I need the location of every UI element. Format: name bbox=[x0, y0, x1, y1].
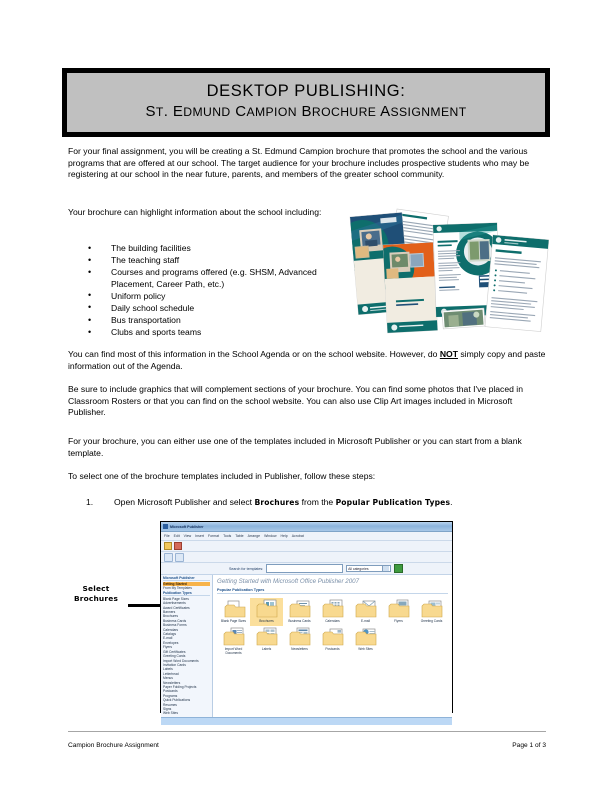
sidebar-item-getting-started[interactable]: Getting Started bbox=[163, 582, 210, 586]
tile-label: Greeting Cards bbox=[420, 619, 443, 623]
postcards-folder-icon bbox=[322, 628, 344, 647]
window-title: Microsoft Publisher bbox=[170, 524, 204, 529]
sidebar-item[interactable]: Brochures bbox=[163, 614, 179, 619]
flyers-folder-icon bbox=[388, 600, 410, 619]
menu-item-insert[interactable]: Insert bbox=[195, 534, 204, 538]
sidebar-item[interactable]: Postcards bbox=[163, 689, 178, 694]
menu-item-window[interactable]: Window bbox=[264, 534, 277, 538]
menu-item-help[interactable]: Help bbox=[280, 534, 288, 538]
tile-label: Flyers bbox=[394, 619, 403, 623]
title-line-2: ST. EDMUND CAMPION BROCHURE ASSIGNMENT bbox=[145, 103, 467, 121]
sidebar-item[interactable]: Quick Publications bbox=[163, 698, 191, 703]
menu-item-table[interactable]: Table bbox=[235, 534, 244, 538]
toolbar bbox=[161, 541, 452, 552]
tile-label: Brochures bbox=[259, 619, 274, 623]
sidebar-item[interactable]: Envelopes bbox=[163, 640, 179, 645]
sidebar-item[interactable]: Paper Folding Projects bbox=[163, 684, 197, 689]
footer-document-title: Campion Brochure Assignment bbox=[68, 742, 159, 749]
callout-select-brochures bbox=[60, 584, 132, 604]
highlight-bullet-list bbox=[86, 243, 336, 339]
sidebar-item[interactable]: Gift Certificates bbox=[163, 649, 186, 654]
step-number: 1. bbox=[86, 497, 94, 507]
calendars-folder-icon bbox=[322, 600, 344, 619]
tile-label: Web Sites bbox=[358, 646, 373, 651]
menu-item-file[interactable]: File bbox=[164, 534, 170, 538]
list-item: • Bus transportation bbox=[86, 315, 336, 327]
tile-import-word-documents[interactable] bbox=[217, 626, 250, 658]
blank-page-icon bbox=[223, 600, 245, 619]
tile-label: Blank Page Sizes bbox=[221, 619, 246, 623]
search-go-button[interactable] bbox=[394, 564, 403, 573]
tile-business-cards[interactable] bbox=[283, 598, 316, 626]
import-word-documents-folder-icon bbox=[223, 628, 245, 647]
getting-started-pane bbox=[213, 575, 452, 717]
sidebar-item[interactable]: Flyers bbox=[163, 645, 172, 650]
step-text bbox=[114, 497, 453, 507]
getting-started-title: Getting Started with Microsoft Office Publisher 2007 bbox=[217, 578, 360, 585]
menu-item-edit[interactable]: Edit bbox=[173, 534, 180, 538]
tile-brochures[interactable] bbox=[250, 598, 283, 626]
step-emphasis-brochures: Brochures bbox=[254, 498, 300, 507]
list-item: • The teaching staff bbox=[86, 255, 336, 267]
sidebar-item[interactable]: Signs bbox=[163, 706, 172, 711]
tile-label: Calendars bbox=[325, 619, 340, 623]
callout-line-2: Brochures bbox=[73, 594, 119, 603]
tile-greeting-cards[interactable] bbox=[415, 598, 448, 626]
menu-item-tools[interactable]: Tools bbox=[223, 534, 232, 538]
newsletters-folder-icon bbox=[289, 628, 311, 647]
tile-email[interactable] bbox=[349, 598, 382, 626]
title-line-1: DESKTOP PUBLISHING: bbox=[206, 82, 406, 100]
email-folder-icon bbox=[355, 600, 377, 619]
step-emphasis-publication-types: Popular Publication Types bbox=[335, 498, 451, 507]
step-text-after: . bbox=[450, 497, 453, 507]
footer-divider bbox=[68, 731, 546, 732]
sidebar-item[interactable]: Business Forms bbox=[163, 623, 187, 628]
sidebar-item[interactable]: Web Sites bbox=[163, 711, 178, 716]
step-1 bbox=[86, 497, 526, 509]
brochures-folder-icon bbox=[256, 600, 278, 619]
sidebar-item[interactable]: Blank Page Sizes bbox=[163, 596, 189, 601]
publisher-app-icon bbox=[163, 524, 168, 529]
sidebar-item[interactable]: Catalogs bbox=[163, 632, 177, 637]
not-emphasis: NOT bbox=[439, 349, 458, 359]
agenda-note-text-after: simply copy and paste information out of the Agenda. bbox=[68, 349, 546, 371]
list-item: • Uniform policy bbox=[86, 291, 336, 303]
intro-paragraph: For your final assignment, you will be creating a St. Edmund Campion brochure that promotes the school and the various programs that are offered at our school. The target audience for your brochure includes prospective students who may be registering at our school in the near future, parents, and members of the greater school community. bbox=[68, 146, 530, 180]
forward-icon[interactable] bbox=[175, 553, 184, 562]
footer-page-number: Page 1 of 3 bbox=[512, 742, 546, 749]
tile-label: Newsletters bbox=[291, 646, 308, 651]
sidebar-item[interactable]: Letterhead bbox=[163, 671, 179, 676]
graphics-paragraph: Be sure to include graphics that will complement sections of your brochure. You can find some photos that I've placed in Classroom Rosters or that you can find on the school website. You can also use Clip Art images included in Microsoft Publisher. bbox=[68, 384, 523, 418]
list-item: • Daily school schedule bbox=[86, 303, 336, 315]
search-label: Search for templates: bbox=[229, 566, 264, 571]
template-search-bar bbox=[161, 563, 452, 575]
sidebar-item[interactable]: Labels bbox=[163, 667, 173, 672]
sidebar-item[interactable]: Award Certificates bbox=[163, 605, 190, 610]
sidebar-item[interactable]: Newsletters bbox=[163, 680, 181, 685]
tile-label: Postcards bbox=[325, 646, 340, 651]
brochure-samples-image bbox=[345, 203, 553, 343]
greeting-cards-folder-icon bbox=[421, 600, 443, 619]
tile-label: Import Word Documents bbox=[224, 646, 243, 655]
back-icon[interactable] bbox=[164, 553, 173, 562]
status-bar bbox=[161, 717, 452, 725]
sidebar-item[interactable]: Import Word Documents bbox=[163, 658, 199, 663]
menu-item-format[interactable]: Format bbox=[207, 534, 220, 538]
tile-web-sites[interactable] bbox=[349, 626, 382, 658]
new-publication-icon[interactable] bbox=[164, 542, 172, 550]
tile-calendars[interactable] bbox=[316, 598, 349, 626]
tile-label: Business Cards bbox=[288, 619, 311, 623]
sidebar-item-from-my-templates[interactable]: From My Templates bbox=[163, 586, 192, 591]
search-scope-value: All categories bbox=[348, 566, 369, 571]
web-sites-folder-icon bbox=[355, 628, 377, 647]
highlight-intro-paragraph: Your brochure can highlight information about the school including: bbox=[68, 207, 322, 217]
menu-item-acrobat[interactable]: Acrobat bbox=[291, 534, 304, 538]
publication-types-sidebar bbox=[161, 575, 213, 717]
menu-item-view[interactable]: View bbox=[183, 534, 192, 538]
list-item: • Courses and programs offered (e.g. SHSM, Advanced Placement, Career Path, etc.) bbox=[86, 267, 336, 290]
publication-type-tiles bbox=[217, 598, 448, 658]
list-item: • The building facilities bbox=[86, 243, 336, 255]
tile-flyers[interactable] bbox=[382, 598, 415, 626]
publisher-screenshot bbox=[160, 521, 453, 716]
tile-labels[interactable] bbox=[250, 626, 283, 658]
sidebar-item[interactable]: Resumes bbox=[163, 702, 177, 707]
sidebar-item[interactable]: Menus bbox=[163, 676, 173, 681]
list-item: • Clubs and sports teams bbox=[86, 327, 336, 339]
labels-folder-icon bbox=[256, 628, 278, 647]
callout-line-1: Select bbox=[82, 584, 110, 593]
navigation-bar bbox=[161, 552, 452, 563]
sidebar-heading-publication-types: Publication Types bbox=[163, 591, 210, 596]
sidebar-item[interactable]: Banners bbox=[163, 610, 176, 615]
sidebar-item[interactable]: Programs bbox=[163, 693, 178, 698]
search-scope-select[interactable] bbox=[346, 565, 391, 572]
sidebar-item[interactable]: Business Cards bbox=[163, 618, 187, 623]
sidebar-item[interactable]: Advertisements bbox=[163, 601, 186, 606]
sidebar-heading-publisher: Microsoft Publisher bbox=[163, 576, 210, 581]
agenda-note-paragraph bbox=[68, 349, 546, 372]
business-cards-folder-icon bbox=[289, 600, 311, 619]
search-input[interactable] bbox=[266, 564, 343, 573]
steps-intro-paragraph: To select one of the brochure templates included in Publisher, follow these steps: bbox=[68, 471, 376, 481]
menu-bar bbox=[161, 532, 452, 541]
assignment-title-block bbox=[62, 68, 550, 137]
template-choice-paragraph: For your brochure, you can either use one of the templates included in Microsoft Publisher or you can start from a blank template. bbox=[68, 436, 522, 458]
chevron-down-icon bbox=[382, 566, 389, 571]
sidebar-item[interactable]: E-mail bbox=[163, 636, 173, 641]
tile-postcards[interactable] bbox=[316, 626, 349, 658]
popular-publication-types-heading: Popular Publication Types bbox=[217, 588, 448, 594]
tile-label: E-mail bbox=[360, 619, 371, 623]
step-text-before: Open Microsoft Publisher and select bbox=[114, 497, 255, 507]
tile-blank-page-sizes[interactable] bbox=[217, 598, 250, 626]
tile-label: Labels bbox=[261, 646, 272, 651]
pdf-export-icon[interactable] bbox=[174, 542, 182, 550]
agenda-note-text-before: You can find most of this information in the School Agenda or on the school website. However, do bbox=[68, 349, 440, 359]
step-text-mid: from the bbox=[299, 497, 336, 507]
sidebar-item[interactable]: Invitation Cards bbox=[163, 662, 186, 667]
sidebar-item[interactable]: Calendars bbox=[163, 627, 179, 632]
tile-newsletters[interactable] bbox=[283, 626, 316, 658]
screenshot-titlebar bbox=[161, 522, 452, 532]
sidebar-item[interactable]: Greeting Cards bbox=[163, 654, 186, 659]
screenshot-body bbox=[161, 575, 452, 717]
menu-item-arrange[interactable]: Arrange bbox=[247, 534, 261, 538]
